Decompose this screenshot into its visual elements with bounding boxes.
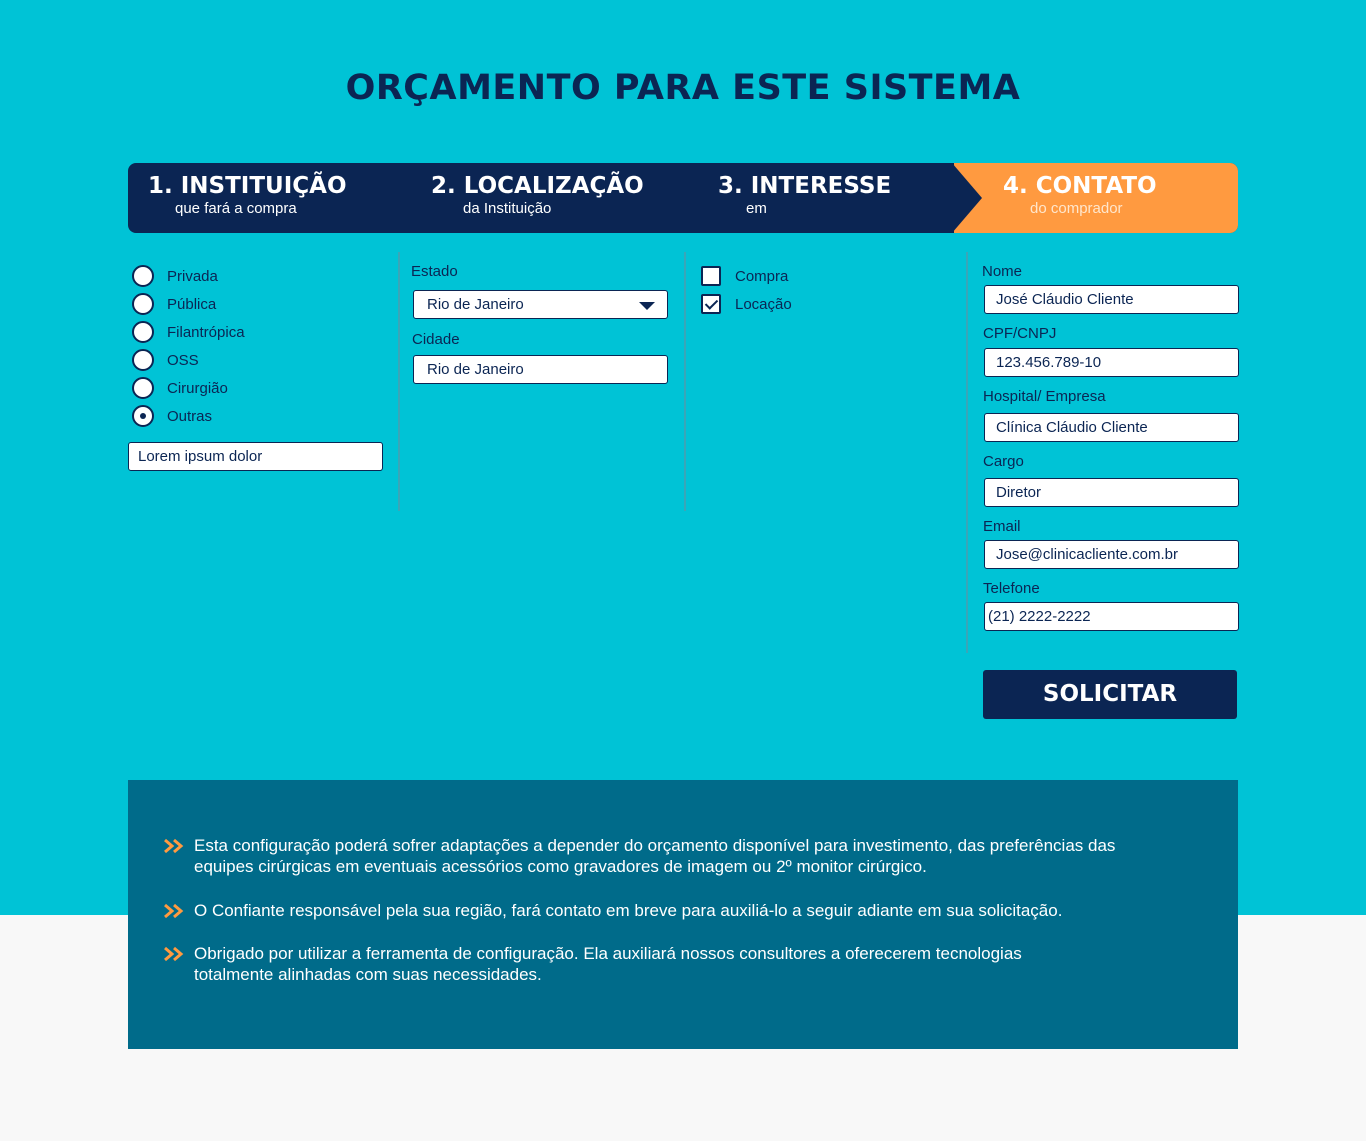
step-arrow-icon xyxy=(952,163,982,233)
step-subtitle: em xyxy=(746,200,767,217)
column-divider xyxy=(684,252,686,511)
checkbox-label: Locação xyxy=(735,295,792,313)
step-instituicao[interactable] xyxy=(148,173,347,217)
role-input[interactable]: Diretor xyxy=(984,478,1239,507)
city-input[interactable]: Rio de Janeiro xyxy=(413,355,668,384)
state-select-value: Rio de Janeiro xyxy=(427,296,524,313)
radio-label: Cirurgião xyxy=(167,379,228,397)
step-subtitle: do comprador xyxy=(1030,200,1123,217)
step-subtitle: da Instituição xyxy=(463,200,552,217)
info-note xyxy=(194,835,1154,877)
submit-button[interactable]: SOLICITAR xyxy=(983,670,1237,719)
radio-button[interactable] xyxy=(132,377,154,399)
state-label: Estado xyxy=(411,263,458,280)
double-chevron-right-icon xyxy=(162,837,186,855)
step-title: 4. CONTATO xyxy=(1003,173,1157,199)
checkbox-option-locacao[interactable] xyxy=(701,294,792,314)
step-contato[interactable] xyxy=(1003,173,1157,217)
step-indicator xyxy=(128,163,1238,233)
step-title: 2. LOCALIZAÇÃO xyxy=(431,173,644,199)
city-label: Cidade xyxy=(412,331,460,348)
radio-option-filantropica[interactable] xyxy=(132,321,245,343)
radio-label: Filantrópica xyxy=(167,323,245,341)
step-subtitle: que fará a compra xyxy=(175,200,297,217)
radio-button-selected[interactable] xyxy=(132,405,154,427)
info-note-text: Esta configuração poderá sofrer adaptações a depender do orçamento disponível para investimento, das preferências das equipes cirúrgicas em eventuais acessórios como gravadores de imagem ou 2º monitor cirúrgico. xyxy=(194,836,1116,876)
caret-down-icon xyxy=(639,302,655,310)
check-icon[interactable] xyxy=(701,294,721,314)
radio-button[interactable] xyxy=(132,265,154,287)
field-label-cpf: CPF/CNPJ xyxy=(983,325,1057,342)
page-title: ORÇAMENTO PARA ESTE SISTEMA xyxy=(345,68,1021,108)
radio-button[interactable] xyxy=(132,349,154,371)
checkbox[interactable] xyxy=(701,266,721,286)
info-note xyxy=(194,943,1094,985)
radio-option-outras[interactable] xyxy=(132,405,212,427)
name-input[interactable]: José Cláudio Cliente xyxy=(984,285,1239,314)
radio-label: Outras xyxy=(167,407,213,425)
state-select[interactable] xyxy=(413,290,668,319)
radio-option-privada[interactable] xyxy=(132,265,218,287)
double-chevron-right-icon xyxy=(162,945,186,963)
radio-label: Privada xyxy=(167,267,218,285)
double-chevron-right-icon xyxy=(162,902,186,920)
email-input[interactable]: Jose@clinicacliente.com.br xyxy=(984,540,1239,569)
field-label-nome: Nome xyxy=(982,263,1023,280)
info-note-text: O Confiante responsável pela sua região, fará contato em breve para auxiliá-lo a seguir adiante em sua solicitação. xyxy=(194,901,1063,920)
company-input[interactable]: Clínica Cláudio Cliente xyxy=(984,413,1239,442)
info-panel xyxy=(128,780,1238,1049)
checkbox-option-compra[interactable] xyxy=(701,266,788,286)
phone-input[interactable]: (21) 2222-2222 xyxy=(984,602,1239,631)
step-title: 1. INSTITUIÇÃO xyxy=(148,173,347,199)
field-label-telefone: Telefone xyxy=(983,580,1040,597)
step-localizacao[interactable] xyxy=(431,173,644,217)
field-label-empresa: Hospital/ Empresa xyxy=(983,388,1106,405)
field-label-cargo: Cargo xyxy=(983,453,1024,470)
field-label-email: Email xyxy=(983,518,1021,535)
radio-option-oss[interactable] xyxy=(132,349,199,371)
cpf-cnpj-input[interactable]: 123.456.789-10 xyxy=(984,348,1239,377)
radio-label: Pública xyxy=(167,295,217,313)
column-divider xyxy=(966,252,968,653)
radio-label: OSS xyxy=(167,351,199,369)
radio-option-publica[interactable] xyxy=(132,293,216,315)
checkbox-label: Compra xyxy=(735,267,789,285)
interest-group xyxy=(701,264,941,324)
other-institution-input[interactable]: Lorem ipsum dolor xyxy=(128,442,383,471)
info-note xyxy=(194,900,1154,921)
radio-button[interactable] xyxy=(132,293,154,315)
column-divider xyxy=(398,252,400,511)
radio-option-cirurgiao[interactable] xyxy=(132,377,228,399)
radio-button[interactable] xyxy=(132,321,154,343)
info-note-text: Obrigado por utilizar a ferramenta de configuração. Ela auxiliará nossos consultores a oferecerem tecnologias totalmente alinhadas com suas necessidades. xyxy=(194,944,1022,984)
step-title: 3. INTERESSE xyxy=(718,173,892,199)
step-interesse[interactable] xyxy=(718,173,891,217)
